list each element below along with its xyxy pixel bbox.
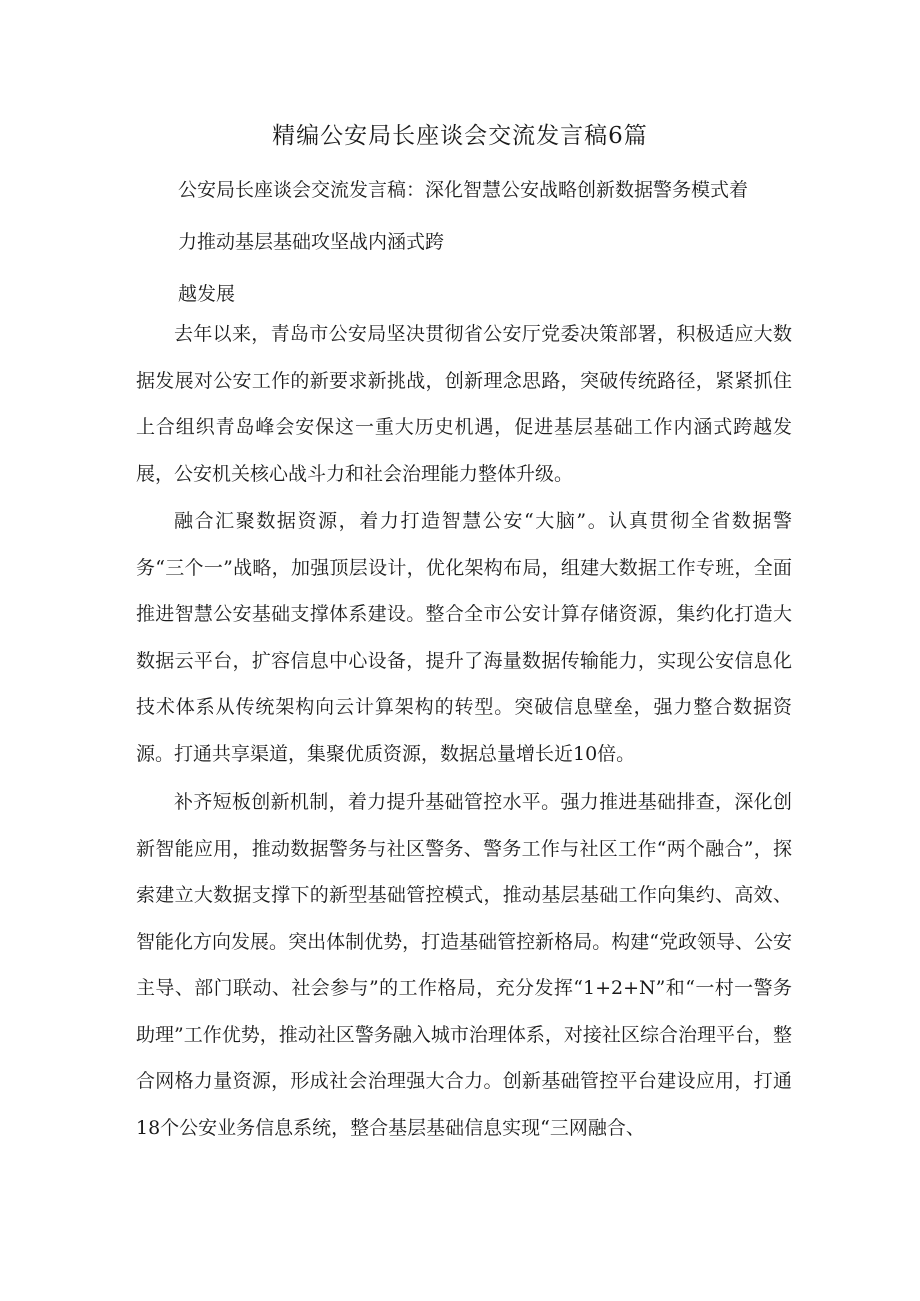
subtitle-line: 力推动基层基础攻坚战内涵式跨: [178, 231, 445, 253]
body-paragraph: 补齐短板创新机制，着力提升基础管控水平。强力推进基础排查，深化创新智能应用，推动数据警务与社区警务、警务工作与社区工作“两个融合”，探索建立大数据支撑下的新型基础管控模式，推动基层基础工作向集约、高效、智能化方向发展。突出体制优势，打造基础管控新格局。构建“党政领导、公安主导、部门联动、社会参与”的工作格局，充分发挥“1+2+N”和“一村一警务助理”工作优势，推动社区警务融入城市治理体系，对接社区综合治理平台，整合网格力量资源，形成社会治理强大合力。创新基础管控平台建设应用，打通18个公安业务信息系统，整合基层基础信息实现“三网融合、: [136, 791, 792, 1139]
paragraph-block: [136, 311, 792, 497]
body-paragraph: 去年以来，青岛市公安局坚决贯彻省公安厅党委决策部署，积极适应大数据发展对公安工作的新要求新挑战，创新理念思路，突破传统路径，紧紧抓住上合组织青岛峰会安保这一重大历史机遇，促进基层基础工作内涵式跨越发展，公安机关核心战斗力和社会治理能力整体升级。: [136, 323, 792, 485]
document-title: 精编公安局长座谈会交流发言稿6篇: [272, 123, 648, 149]
document-subtitle: [178, 164, 818, 320]
paragraph-block: [136, 779, 792, 1151]
subtitle-line: 公安局长座谈会交流发言稿：深化智慧公安战略创新数据警务模式着: [178, 179, 749, 201]
body-paragraph: 融合汇聚数据资源，着力打造智慧公安“大脑”。认真贯彻全省数据警务“三个一”战略，加强顶层设计，优化架构布局，组建大数据工作专班，全面推进智慧公安基础支撑体系建设。整合全市公安计算存储资源，集约化打造大数据云平台，扩容信息中心设备，提升了海量数据传输能力，实现公安信息化技术体系从传统架构向云计算架构的转型。突破信息壁垒，强力整合数据资源。打通共享渠道，集聚优质资源，数据总量增长近10倍。: [136, 510, 792, 765]
paragraph-block: [136, 498, 792, 777]
subtitle-line: 越发展: [178, 283, 236, 305]
